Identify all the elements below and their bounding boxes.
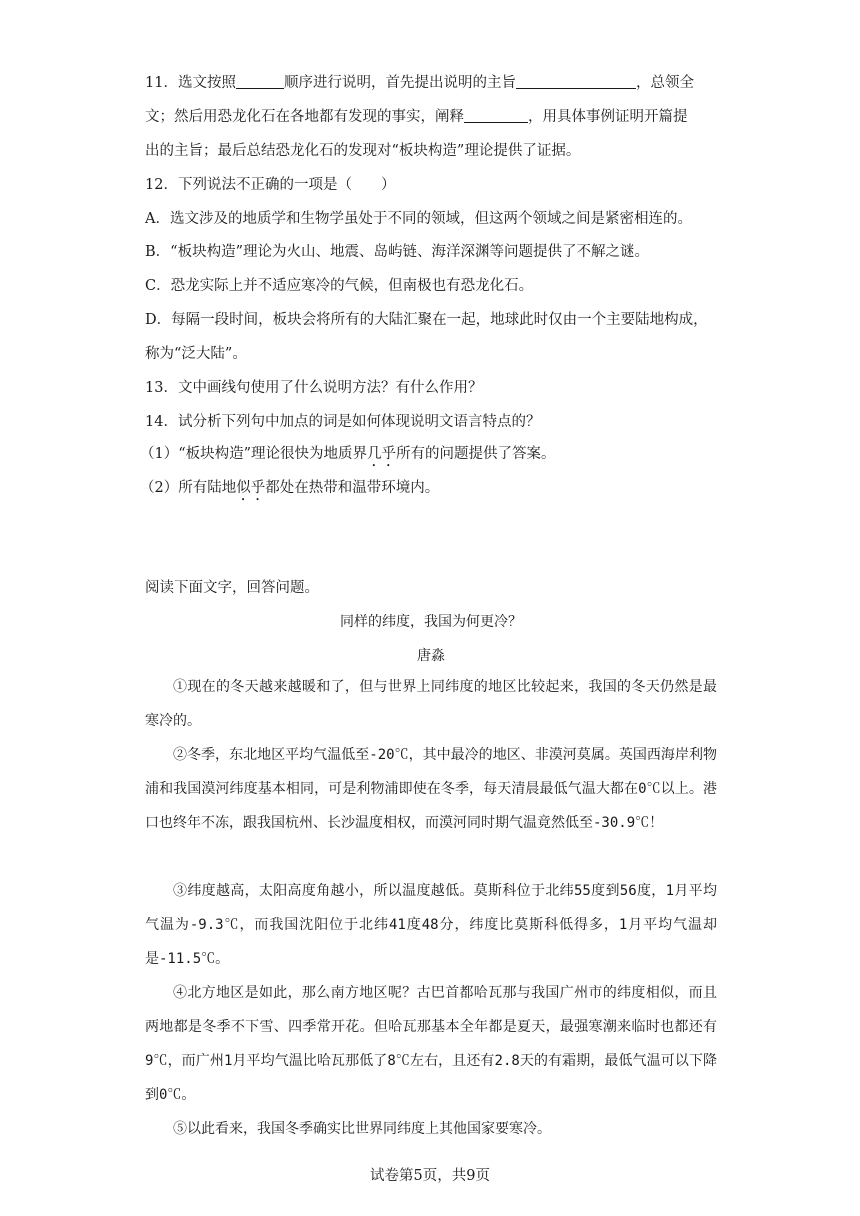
q13-stem: 13．文中画线句使用了什么说明方法？有什么作用？	[145, 380, 483, 396]
q14-s1-text: （1）“板块构造”理论很快为地质界	[140, 446, 368, 462]
q11-line-2	[145, 107, 688, 127]
q11-text: 顺序进行说明，首先提出说明的主旨	[283, 75, 516, 91]
article-paragraph-2: ②冬季，东北地区平均气温低至-20℃，其中最冷的地区、非漠河莫属。英国西海岸利物浦和我国漠河纬度基本相同，可是利物浦即使在冬季，每天清晨最低气温大都在0℃以上。港口也终年不冻，跟我国杭州、长沙温度相权，而漠河同时期气温竟然低至-30.9℃！	[145, 747, 717, 831]
q14-sentence-2	[140, 478, 439, 504]
q11-text: 11．选文按照	[145, 75, 236, 91]
q11-text: ，总领全	[635, 75, 694, 91]
page-footer: 试卷第5页，共9页	[370, 1168, 490, 1184]
answer-blank[interactable]	[236, 73, 284, 89]
q11-text: 文；然后用恐龙化石在各地都有发现的事实，阐释	[145, 109, 464, 125]
article-paragraph-4: ④北方地区是如此，那么南方地区呢？古巴首都哈瓦那与我国广州市的纬度相似，而且两地都是冬季不下雪、四季常开花。但哈瓦那基本全年都是夏天，最强寒潮来临时也都还有9℃，而广州1月平均气温比哈瓦那低了8℃左右，且还有2.8天的有霜期，最低气温可以下降到0℃。	[145, 985, 717, 1103]
emphasized-word: 几乎	[367, 446, 397, 462]
article-author: 唐淼	[417, 648, 445, 664]
q14-s2-text: （2）所有陆地	[140, 480, 237, 496]
q14-s2-text: 都处在热带和温带环境内。	[265, 480, 440, 496]
answer-blank[interactable]	[516, 73, 636, 89]
q12-option-d[interactable]: D．每隔一段时间，板块会将所有的大陆汇聚在一起，地球此时仅由一个主要陆地构成，	[145, 312, 708, 328]
q12-stem: 12．下列说法不正确的一项是（ ）	[145, 177, 396, 193]
article-paragraph-3: ③纬度越高，太阳高度角越小，所以温度越低。莫斯科位于北纬55度到56度，1月平均气温为-9.3℃，而我国沈阳位于北纬41度48分，纬度比莫斯科低得多，1月平均气温却是-11.5℃。	[145, 883, 717, 967]
q11-text: ，用具体事例证明开篇提	[528, 109, 688, 125]
q12-option-a[interactable]: A．选文涉及的地质学和生物学虽处于不同的领域，但这两个领域之间是紧密相连的。	[145, 211, 692, 227]
article-paragraph-5: ⑤以此看来，我国冬季确实比世界同纬度上其他国家要寒冷。	[173, 1121, 551, 1137]
q12-option-b[interactable]: B．“板块构造”理论为火山、地震、岛屿链、海洋深渊等问题提供了不解之谜。	[145, 244, 649, 260]
q14-s1-text: 所有的问题提供了答案。	[396, 446, 556, 462]
q14-sentence-1	[140, 444, 556, 470]
reading-instruction: 阅读下面文字，回答问题。	[145, 580, 319, 596]
answer-blank[interactable]	[464, 107, 528, 123]
article-paragraph-1: ①现在的冬天越来越暖和了，但与世界上同纬度的地区比较起来，我国的冬天仍然是最寒冷的。	[145, 679, 717, 729]
q12-option-c[interactable]: C．恐龙实际上并不适应寒冷的气候，但南极也有恐龙化石。	[145, 278, 534, 294]
emphasized-word: 似乎	[236, 480, 266, 496]
q12-option-d-cont: 称为“泛大陆”。	[145, 346, 247, 362]
q14-stem: 14．试分析下列句中加点的词是如何体现说明文语言特点的？	[145, 414, 541, 430]
article-title: 同样的纬度，我国为何更冷？	[340, 614, 522, 630]
q11-line-3: 出的主旨；最后总结恐龙化石的发现对“板块构造”理论提供了证据。	[145, 143, 581, 159]
q11-line-1	[145, 73, 694, 93]
